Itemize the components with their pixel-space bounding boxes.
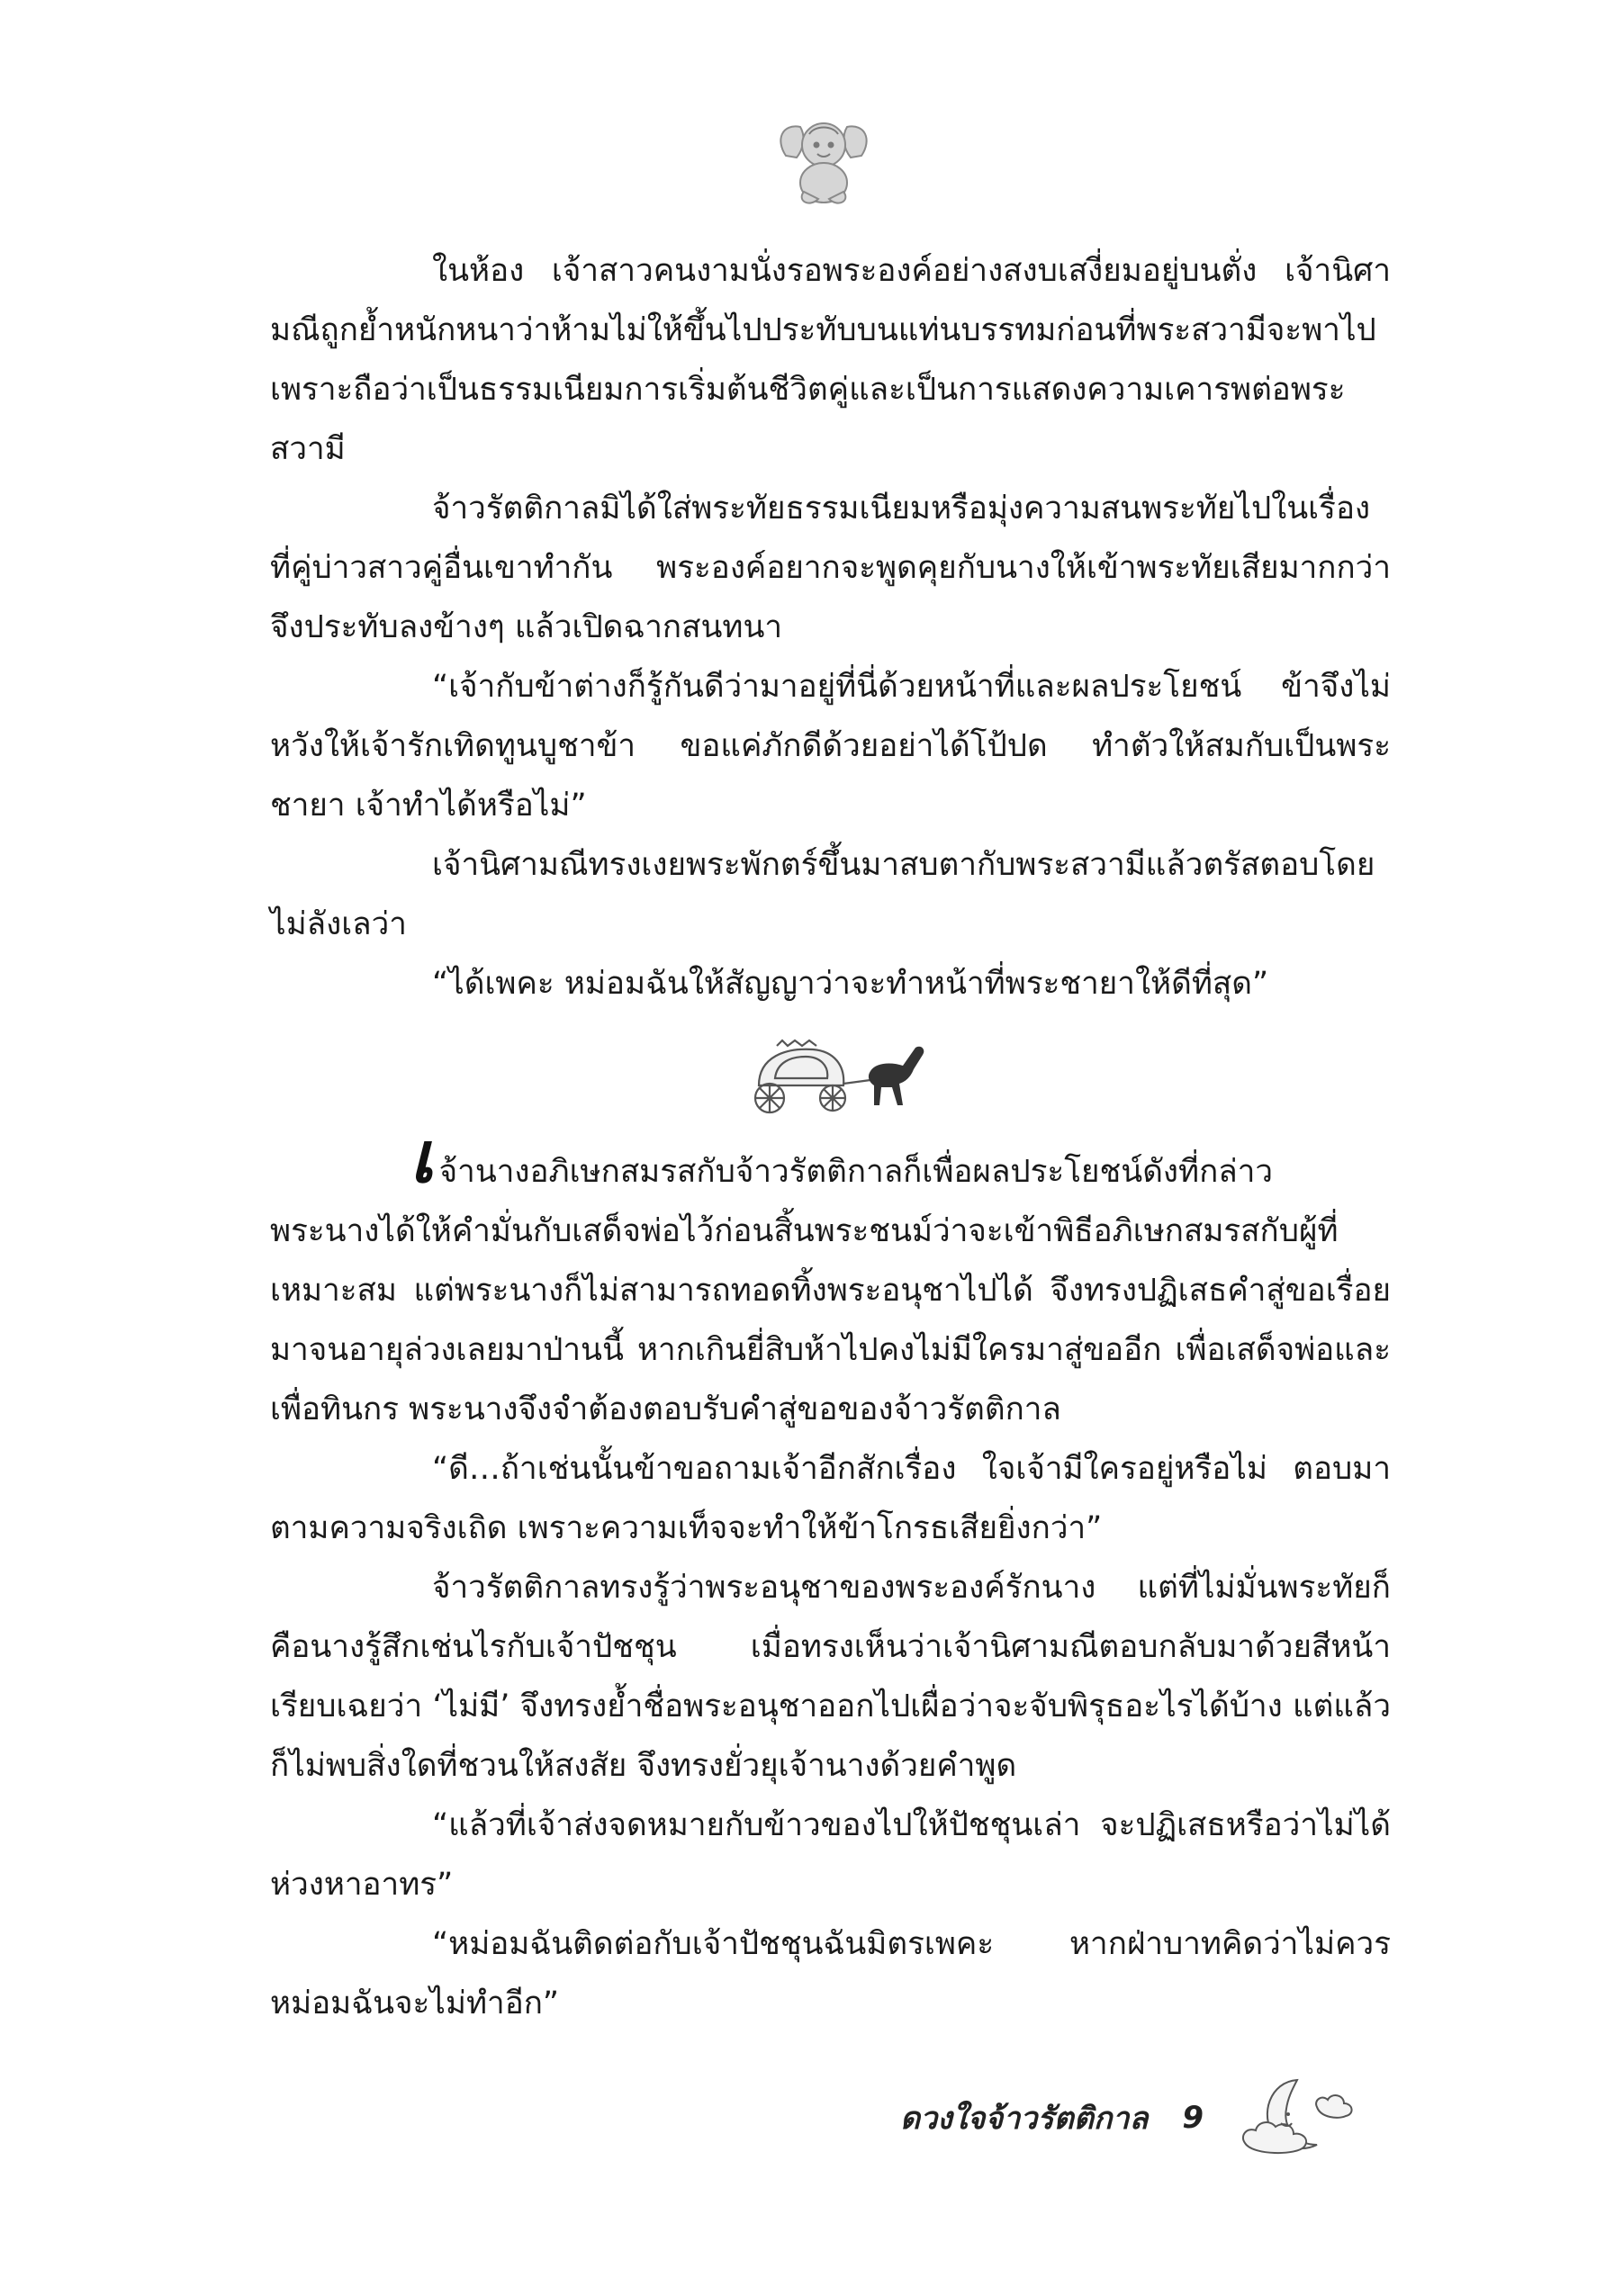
page-number: 9	[1182, 2100, 1204, 2136]
paragraph: จ้าวรัตติกาลมิได้ใส่พระทัยธรรมเนียมหรือมุ่งความสนพระทัยไปในเรื่องที่คู่บ่าวสาวคู่อื่นเขาทำกัน พระองค์อยากจะพูดคุยกับนางให้เข้าพระทัยเสียมากกว่า จึงประทับลงข้างๆ แล้วเปิดฉากสนทนา	[270, 491, 1391, 645]
dropcap-letter: เ	[410, 1117, 434, 1199]
page-footer	[900, 2086, 1360, 2149]
paragraph: “เจ้ากับข้าต่างก็รู้กันดีว่ามาอยู่ที่นี่ด้วยหน้าที่และผลประโยชน์ ข้าจึงไม่หวังให้เจ้ารักเทิดทูนบูชาข้า ขอแค่ภักดีด้วยอย่าได้โป้ปด ทำตัวให้สมกับเป็นพระชายา เจ้าทำได้หรือไม่”	[270, 669, 1391, 824]
paragraph: เจ้านิศามณีทรงเงยพระพักตร์ขึ้นมาสบตากับพระสวามีแล้วตรัสตอบโดยไม่ลังเลว่า	[270, 847, 1375, 942]
paragraph: “ได้เพคะ หม่อมฉันให้สัญญาว่าจะทำหน้าที่พระชายาให้ดีที่สุด”	[432, 966, 1269, 1002]
paragraph: “หม่อมฉันติดต่อกับเจ้าปัชชุนฉันมิตรเพคะ หากฝ่าบาทคิดว่าไม่ควรหม่อมฉันจะไม่ทำอีก”	[270, 1926, 1391, 2021]
dropcap-paragraph	[270, 1117, 1391, 1439]
book-title: ดวงใจจ้าวรัตติกาล	[900, 2101, 1149, 2137]
body-text	[270, 241, 1391, 2033]
horse-carriage-icon	[723, 1039, 939, 1116]
cherub-icon	[770, 104, 878, 212]
paragraph: “แล้วที่เจ้าส่งจดหมายกับข้าวของไปให้ปัชชุนเล่า จะปฏิเสธหรือว่าไม่ได้ห่วงหาอาทร”	[270, 1807, 1391, 1903]
paragraph: จ้าวรัตติกาลทรงรู้ว่าพระอนุชาของพระองค์รักนาง แต่ที่ไม่มั่นพระทัยก็คือนางรู้สึกเช่นไรกับเจ้าปัชชุน เมื่อทรงเห็นว่าเจ้านิศามณีตอบกลับมาด้วยสีหน้าเรียบเฉยว่า ‘ไม่มี’ จึงทรงย้ำชื่อพระอนุชาออกไปเผื่อว่าจะจับพิรุธอะไรได้บ้าง แต่แล้วก็ไม่พบสิ่งใดที่ชวนให้สงสัย จึงทรงยั่วยุเจ้านางด้วยคำพูด	[270, 1570, 1391, 1784]
moon-cloud-icon	[1234, 2073, 1360, 2163]
paragraph: “ดี…ถ้าเช่นนั้นข้าขอถามเจ้าอีกสักเรื่อง ใจเจ้ามีใครอยู่หรือไม่ ตอบมาตามความจริงเถิด เพราะความเท็จจะทำให้ข้าโกรธเสียยิ่งกว่า”	[270, 1451, 1391, 1546]
dropcap-paragraph-text: จ้านางอภิเษกสมรสกับจ้าวรัตติกาลก็เพื่อผลประโยชน์ดังที่กล่าว พระนางได้ให้คำมั่นกับเสด็จพ่อไว้ก่อนสิ้นพระชนม์ว่าจะเข้าพิธีอภิเษกสมรสกับผู้ที่เหมาะสม แต่พระนางก็ไม่สามารถทอดทิ้งพระอนุชาไปได้ จึงทรงปฏิเสธคำสู่ขอเรื่อยมาจนอายุล่วงเลยมาป่านนี้ หากเกินยี่สิบห้าไปคงไม่มีใครมาสู่ขออีก เพื่อเสด็จพ่อและเพื่อทินกร พระนางจึงจำต้องตอบรับคำสู่ขอของจ้าวรัตติกาล	[270, 1154, 1391, 1427]
paragraph: ในห้อง เจ้าสาวคนงามนั่งรอพระองค์อย่างสงบเสงี่ยมอยู่บนตั่ง เจ้านิศามณีถูกย้ำหนักหนาว่าห้ามไม่ให้ขึ้นไปประทับบนแท่นบรรทมก่อนที่พระสวามีจะพาไป เพราะถือว่าเป็นธรรมเนียมการเริ่มต้นชีวิตคู่และเป็นการแสดงความเคารพต่อพระสวามี	[270, 253, 1391, 467]
